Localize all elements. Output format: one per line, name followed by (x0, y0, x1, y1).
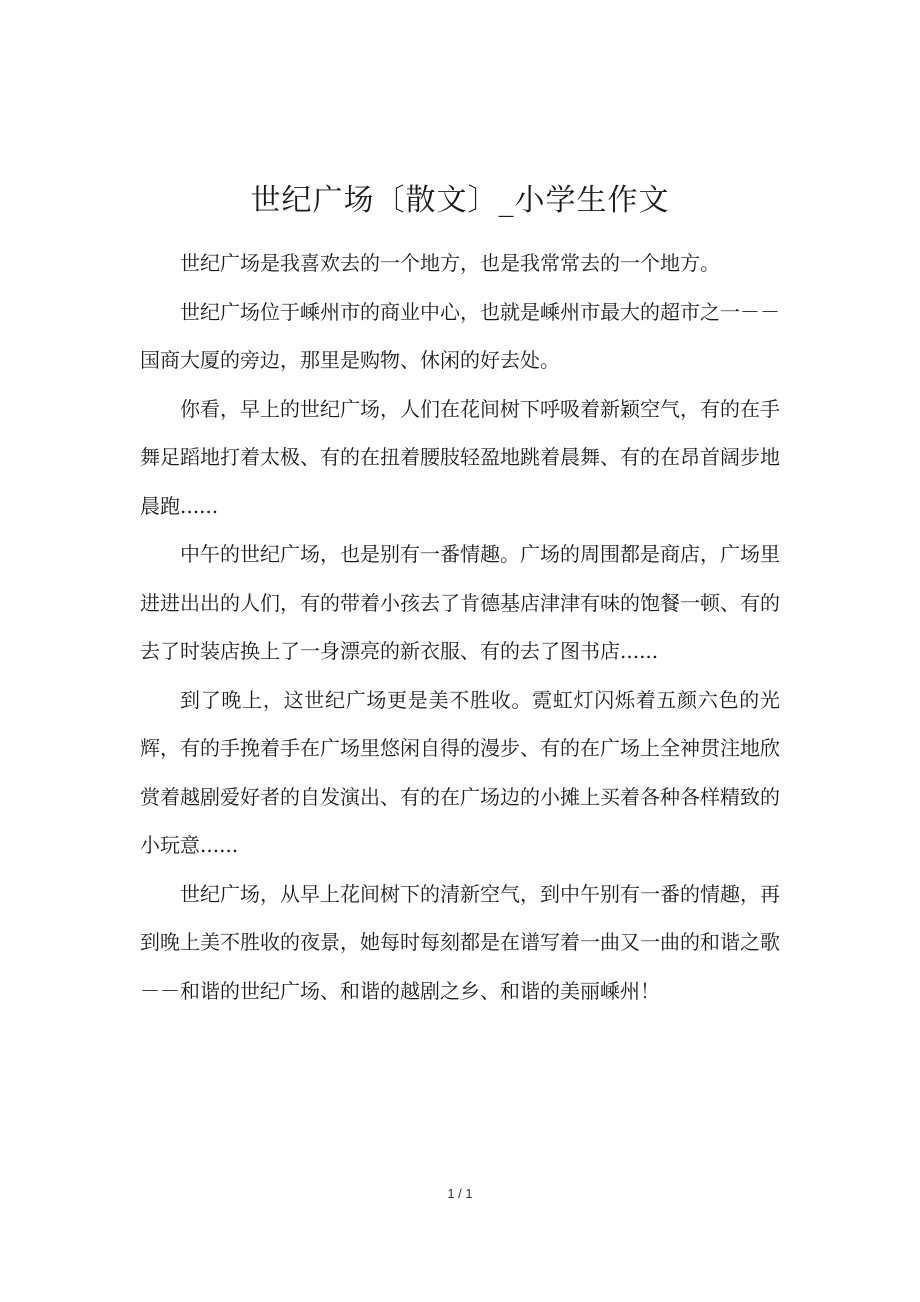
page-number: 1 / 1 (447, 1186, 473, 1201)
paragraph-2: 世纪广场位于嵊州市的商业中心，也就是嵊州市最大的超市之一－－国商大厦的旁边，那里是购物、休闲的好去处。 (140, 299, 780, 372)
paragraph-3: 你看，早上的世纪广场，人们在花间树下呼吸着新颖空气，有的在手舞足蹈地打着太极、有的在扭着腰肢轻盈地跳着晨舞、有的在昂首阔步地晨跑...... (140, 396, 780, 518)
paragraph-5: 到了晚上，这世纪广场更是美不胜收。霓虹灯闪烁着五颜六色的光辉，有的手挽着手在广场里悠闲自得的漫步、有的在广场上全神贯注地欣赏着越剧爱好者的自发演出、有的在广场边的小摊上买着各种各样精致的小玩意...... (140, 687, 780, 857)
paragraph-6: 世纪广场，从早上花间树下的清新空气，到中午别有一番的情趣，再到晚上美不胜收的夜景，她每时每刻都是在谱写着一曲又一曲的和谐之歌－－和谐的世纪广场、和谐的越剧之乡、和谐的美丽嵊州！ (140, 881, 780, 1003)
document-title: 世纪广场〔散文〕_小学生作文 (250, 183, 670, 218)
document-body (140, 239, 780, 1015)
paragraph-1: 世纪广场是我喜欢去的一个地方，也是我常常去的一个地方。 (180, 251, 720, 275)
paragraph-4: 中午的世纪广场，也是别有一番情趣。广场的周围都是商店，广场里进进出出的人们，有的带着小孩去了肯德基店津津有味的饱餐一顿、有的去了时装店换上了一身漂亮的新衣服、有的去了图书店...... (140, 542, 780, 663)
